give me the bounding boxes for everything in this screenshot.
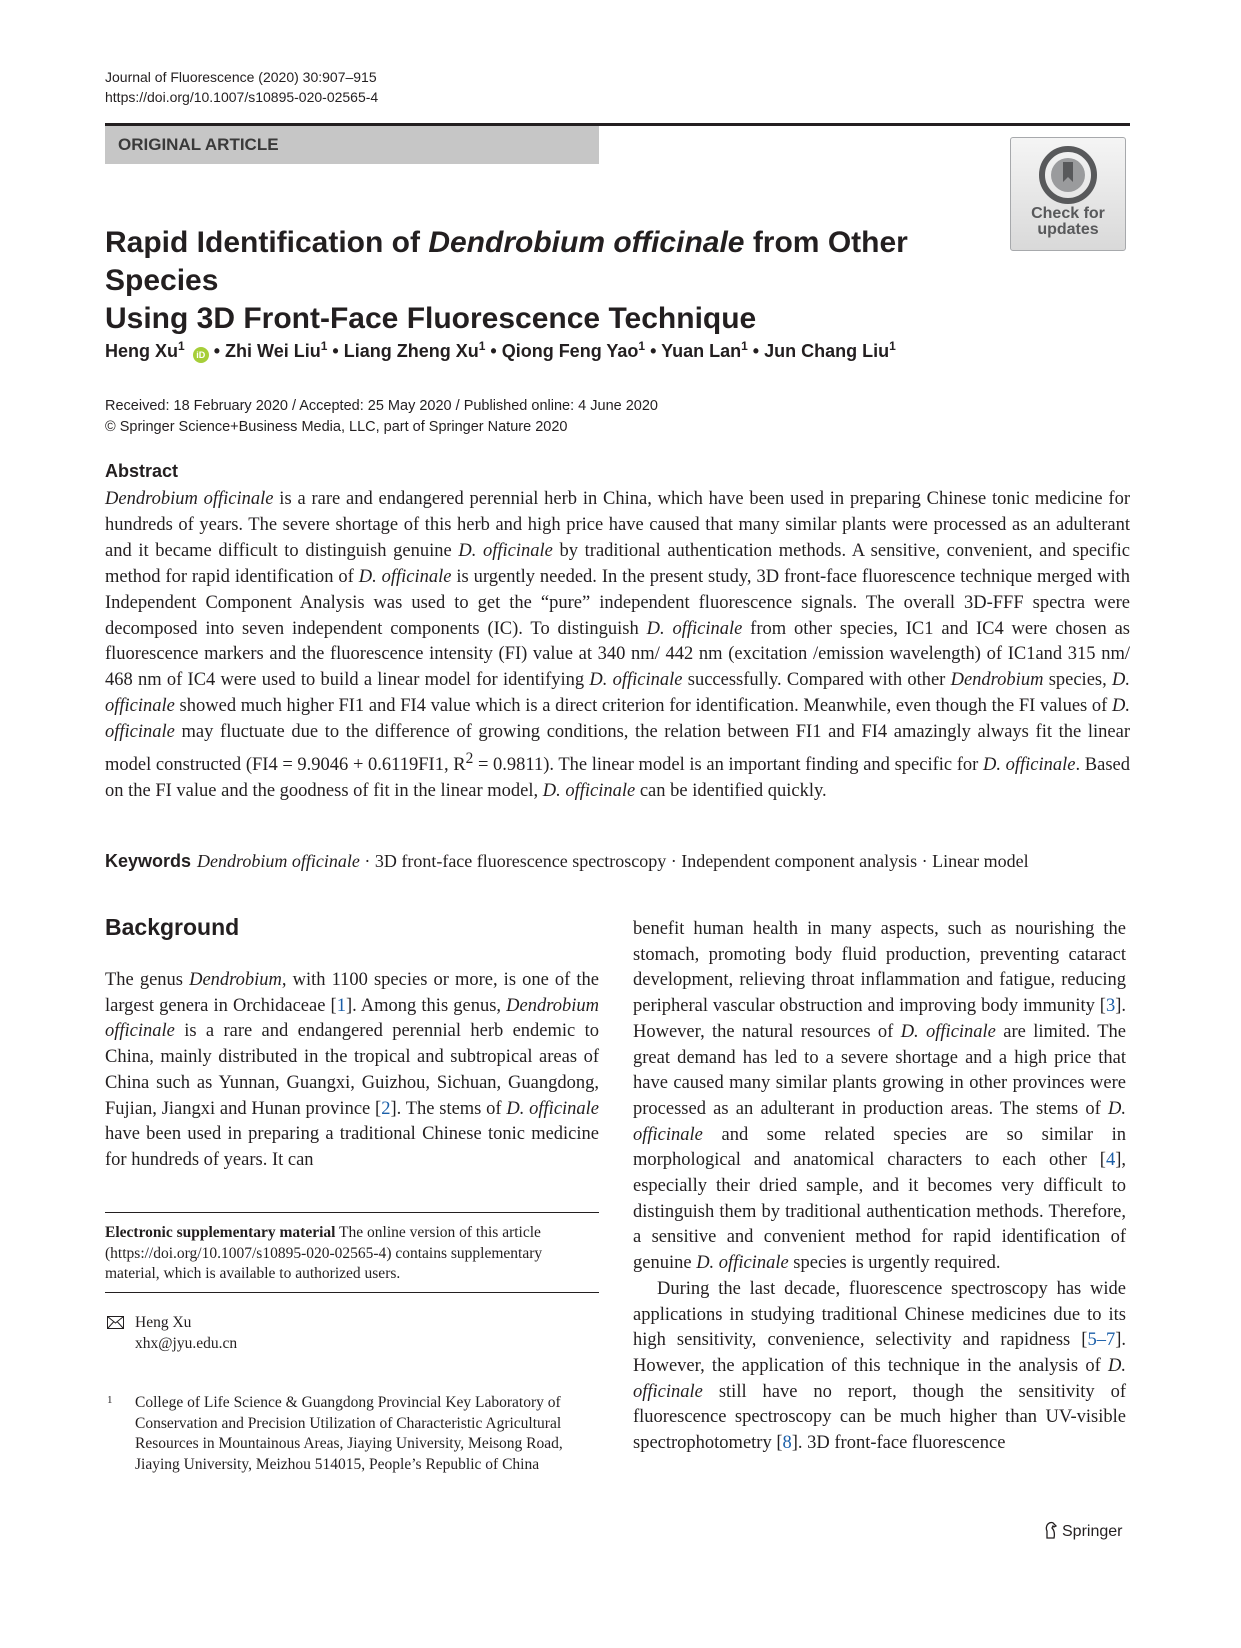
badge-line-1: Check for bbox=[1031, 205, 1105, 222]
citation-link[interactable]: 4 bbox=[1105, 1150, 1116, 1171]
affiliation-number: 1 bbox=[107, 1394, 113, 1406]
article-type-label: ORIGINAL ARTICLE bbox=[105, 126, 599, 164]
author-separator: • bbox=[327, 341, 344, 361]
publisher-name: Springer bbox=[1062, 1523, 1123, 1540]
paragraph: During the last decade, fluorescence spectroscopy has wide applications in studying traditional Chinese medicines due to its high sensitivity, convenience, selectivity and rapidness [5–7]. However, the application of this technique in the analysis of D. officinale still have no report, though the sensitivity of fluorescence spectroscopy can be much higher than UV-visible spectrophotometry [8]. 3D front-face fluorescence bbox=[633, 1278, 1126, 1454]
author-affiliation: 1 bbox=[320, 339, 328, 353]
background-left-column: The genus Dendrobium, with 1100 species or more, is one of the largest genera in Orchidaceae [1]. Among this genus, Dendrobium officinale is a rare and endangered perennial herb endemic to China, mainly distributed in the tropical and subtropical areas of China such as Yunnan, Guangxi, Guizhou, Sichuan, Guangdong, Fujian, Jiangxi and Hunan province [2]. The stems of D. officinale have been used in preparing a traditional Chinese tonic medicine for hundreds of years. It can bbox=[105, 970, 600, 1170]
publication-dates bbox=[105, 396, 658, 438]
badge-line-2: updates bbox=[1037, 221, 1099, 238]
supplementary-note: Electronic supplementary material The online version of this article (https://doi.org/10.1007/s10895-020-02565-4) contains supplementary material, which is available to authorized users. bbox=[105, 1224, 543, 1282]
doi-link[interactable]: https://doi.org/10.1007/s10895-020-02565-4 bbox=[105, 89, 379, 105]
citation-link[interactable]: 3 bbox=[1105, 996, 1116, 1017]
author-name[interactable]: Qiong Feng Yao bbox=[501, 341, 639, 361]
copyright-line: © Springer Science+Business Media, LLC, part of Springer Nature 2020 bbox=[105, 419, 568, 435]
title-species: Dendrobium officinale bbox=[428, 226, 745, 259]
article-title bbox=[105, 224, 995, 338]
author-separator: • bbox=[747, 341, 765, 361]
springer-horse-icon bbox=[1043, 1521, 1059, 1539]
esm-label: Electronic supplementary material bbox=[105, 1224, 336, 1241]
check-for-updates-badge[interactable] bbox=[1010, 137, 1126, 251]
orcid-icon[interactable]: iD bbox=[193, 347, 209, 363]
journal-citation bbox=[105, 67, 378, 107]
author-affiliation: 1 bbox=[478, 339, 486, 353]
author-separator: • bbox=[208, 341, 226, 361]
author-name[interactable]: Jun Chang Liu bbox=[764, 341, 890, 361]
citation-link[interactable]: 2 bbox=[381, 1098, 391, 1119]
esm-link[interactable]: https://doi.org/10.1007/s10895-020-02565-4 bbox=[110, 1244, 387, 1262]
author-name[interactable]: Liang Zheng Xu bbox=[343, 341, 479, 361]
keyword: Linear model bbox=[932, 851, 1029, 871]
keyword: Independent component analysis bbox=[681, 851, 918, 871]
title-suffix: from Other Species bbox=[105, 226, 908, 297]
affiliation-text: College of Life Science & Guangdong Provincial Key Laboratory of Conservation and Precision Utilization of Characteristic Agricultural Resources in Mountainous Areas, Jiaying University, Meisong Road, Jiaying University, Meizhou 514015, People’s Republic of China bbox=[135, 1394, 563, 1473]
author-separator: • bbox=[645, 341, 662, 361]
abstract-text: Dendrobium officinale is a rare and endangered perennial herb in China, which have been used in preparing Chinese tonic medicine for hundreds of years. The severe shortage of this herb and high price have caused that many similar plants were processed as an adulterant and it became difficult to distinguish genuine D. officinale by traditional authentication methods. A sensitive, convenient, and specific method for rapid identification of D. officinale is urgently needed. In the present study, 3D front-face fluorescence technique merged with Independent Component Analysis was used to get the “pure” independent fluorescence signals. The overall 3D-FFF spectra were decomposed into seven independent components (IC). To distinguish D. officinale from other species, IC1 and IC4 were chosen as fluorescence markers and the fluorescence intensity (FI) value at 340 nm/ 442 nm (excitation /emission wavelength) of IC1and 315 nm/ 468 nm of IC4 were used to build a linear model for identifying D. officinale successfully. Compared with other Dendrobium species, D. officinale showed much higher FI1 and FI4 value which is a direct criterion for identification. Meanwhile, even though the FI values of D. officinale may fluctuate due to the difference of growing conditions, the relation between FI1 and FI4 amazingly always fit the linear model constructed (FI4 = 9.9046 + 0.6119FI1, $R^2 = 0.9811$). The linear model is an important finding and specific for D. officinale. Based on the FI value and the goodness of fit in the linear model, D. officinale can be identified quickly. bbox=[105, 489, 1131, 802]
author-name[interactable]: Heng Xu bbox=[105, 341, 179, 361]
author-separator: • bbox=[485, 341, 502, 361]
footnote-rule bbox=[105, 1212, 599, 1213]
title-line-2: Using 3D Front-Face Fluorescence Technique bbox=[105, 302, 757, 335]
journal-line: Journal of Fluorescence (2020) 30:907–915 bbox=[105, 69, 377, 85]
corresponding-author-email[interactable]: xhx@jyu.edu.cn bbox=[135, 1335, 238, 1352]
publisher-logo bbox=[1043, 1521, 1122, 1542]
citation-link[interactable]: 1 bbox=[336, 995, 346, 1016]
background-right-column bbox=[633, 917, 1126, 1457]
author-name[interactable]: Yuan Lan bbox=[661, 341, 742, 361]
citation-link[interactable]: 8 bbox=[782, 1433, 792, 1454]
corresponding-author-name: Heng Xu bbox=[135, 1314, 192, 1331]
keywords-label: Keywords bbox=[105, 851, 192, 871]
citation-link[interactable]: 5–7 bbox=[1087, 1330, 1116, 1351]
author-affiliation: 1 bbox=[178, 339, 185, 353]
section-heading-background: Background bbox=[105, 914, 240, 940]
abstract-heading: Abstract bbox=[105, 461, 179, 481]
author-list bbox=[105, 333, 1005, 364]
dates-line: Received: 18 February 2020 / Accepted: 25 May 2020 / Published online: 4 June 2020 bbox=[105, 398, 658, 414]
author-name[interactable]: Zhi Wei Liu bbox=[225, 341, 321, 361]
envelope-icon bbox=[107, 1316, 124, 1329]
author-affiliation: 1 bbox=[638, 339, 646, 353]
footnote-rule bbox=[105, 1292, 599, 1293]
paragraph: benefit human health in many aspects, such as nourishing the stomach, promoting body fluid production, preventing cataract development, relieving throat inflammation and fatigue, reducing peripheral vascular obstruction and improving body immunity [3]. However, the natural resources of D. officinale are limited. The great demand has led to a severe shortage and a high price that have caused many similar plants growing in other provinces were processed as an adulterant in production areas. The stems of D. officinale and some related species are so similar in morphological and anatomical characters to each other [4], especially their dried sample, and it becomes very difficult to distinguish them by traditional authentication methods. Therefore, a sensitive and convenient method for rapid identification of genuine D. officinale species is urgently required. bbox=[633, 919, 1127, 1274]
keyword: Dendrobium officinale bbox=[197, 851, 360, 871]
keyword: 3D front-face fluorescence spectroscopy bbox=[374, 851, 667, 871]
check-for-updates-icon bbox=[1035, 146, 1101, 204]
keywords: Keywords Dendrobium officinale · 3D front-face fluorescence spectroscopy · Independent component analysis · Linear model bbox=[105, 851, 1029, 871]
author-affiliation: 1 bbox=[889, 339, 896, 353]
title-prefix: Rapid Identification of bbox=[105, 226, 429, 259]
author-affiliation: 1 bbox=[741, 339, 748, 353]
